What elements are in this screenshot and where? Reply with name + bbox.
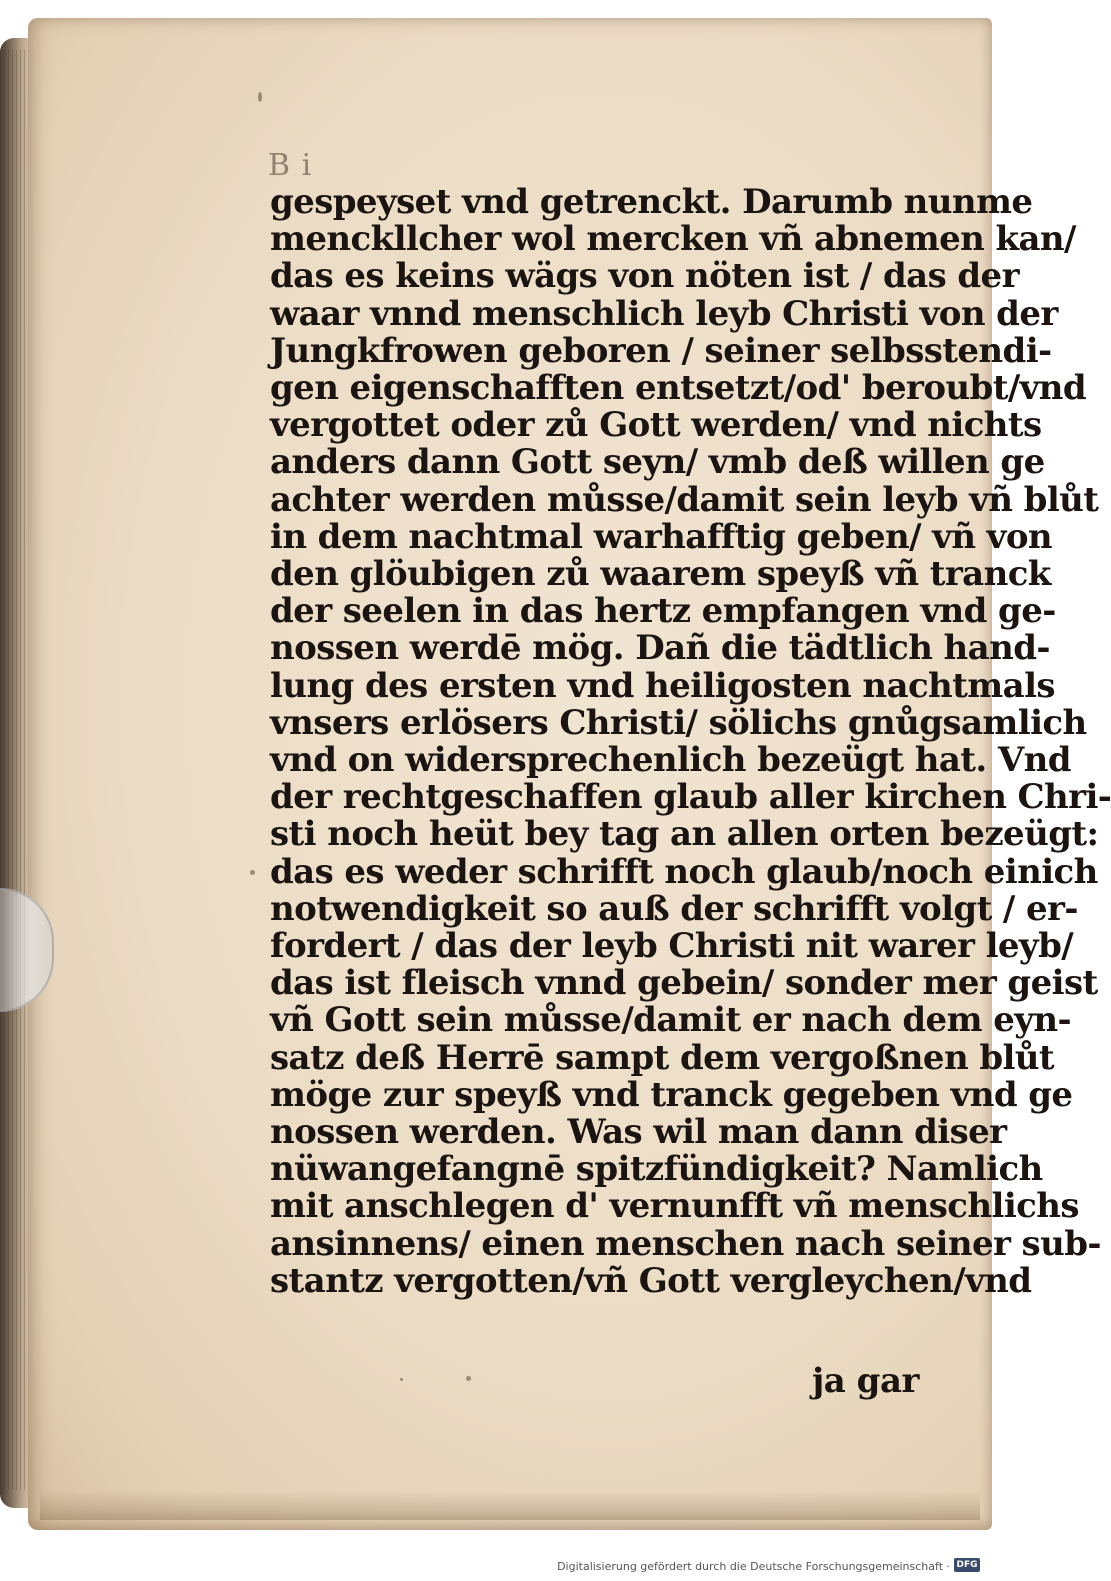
text-line: das ist fleisch vnnd gebein/ sonder mer geist [270, 963, 1098, 1004]
text-line: in dem nachtmal warhafftig geben/ vñ von [270, 516, 1053, 557]
text-line: mit anschlegen d' vernunfft vñ menschlichs [270, 1186, 1079, 1227]
body-text [270, 182, 1111, 1301]
text-line: fordert / das der leyb Christi nit warer leyb/ [270, 926, 1074, 967]
text-line: Jungkfrowen geboren / seiner selbsstendi- [270, 330, 1052, 371]
text-line: ansinnens/ einen menschen nach seiner sub- [270, 1223, 1101, 1264]
text-line: notwendigkeit so auß der schrifft volgt / er- [270, 888, 1078, 929]
text-line: lung des ersten vnd heiligosten nachtmals [270, 665, 1055, 706]
footer-credit: Digitalisierung gefördert durch die Deutsche Forschungsgemeinschaft · [557, 1560, 950, 1573]
text-line: gespeyset vnd getrenckt. Darumb nunme [270, 182, 1033, 222]
text-line: vñ Gott sein můsse/damit er nach dem eyn- [270, 1000, 1072, 1041]
text-line: achter werden můsse/damit sein leyb vñ blůt [270, 479, 1099, 520]
text-line: sti noch heüt bey tag an allen orten bezeügt: [270, 814, 1099, 855]
text-line: das es weder schrifft noch glaub/noch einich [270, 851, 1098, 892]
page-bottom-shadow [40, 1490, 980, 1520]
dfg-logo: DFG [954, 1558, 980, 1572]
text-line: nüwangefangnē spitzfündigkeit? Namlich [270, 1149, 1043, 1190]
text-line: nossen werden. Was wil man dann diser [270, 1112, 1007, 1153]
text-line: waar vnnd menschlich leyb Christi von der [270, 293, 1058, 334]
text-line: nossen werdē mög. Dañ die tädtlich hand- [270, 628, 1050, 669]
text-line: der seelen in das hertz empfangen vnd ge- [270, 591, 1056, 632]
text-line: vnsers erlösers Christi/ sölichs gnůgsamlich [270, 702, 1087, 743]
text-line: stantz vergotten/vñ Gott vergleychen/vnd [270, 1260, 1032, 1301]
text-line: vnd on widersprechenlich bezeügt hat. Vnd [270, 740, 1071, 781]
text-line: anders dann Gott seyn/ vmb deß willen ge [270, 442, 1045, 483]
text-line: den glöubigen zů waarem speyß vñ tranck [270, 554, 1051, 595]
text-line: menckllcher wol mercken vñ abnemen kan/ [270, 219, 1076, 260]
text-line: gen eigenschafften entsetzt/od' beroubt/vnd [270, 368, 1087, 409]
text-line: vergottet oder zů Gott werden/ vnd nichts [270, 405, 1042, 446]
text-line: möge zur speyß vnd tranck gegeben vnd ge [270, 1074, 1073, 1115]
text-line: der rechtgeschaffen glaub aller kirchen Chri- [270, 777, 1111, 818]
catchword: ja gar [812, 1361, 919, 1401]
text-line: satz deß Herrē sampt dem vergoßnen blůt [270, 1037, 1055, 1078]
folio-signature: B i [268, 148, 313, 183]
text-line: das es keins wägs von nöten ist / das der [270, 256, 1019, 297]
